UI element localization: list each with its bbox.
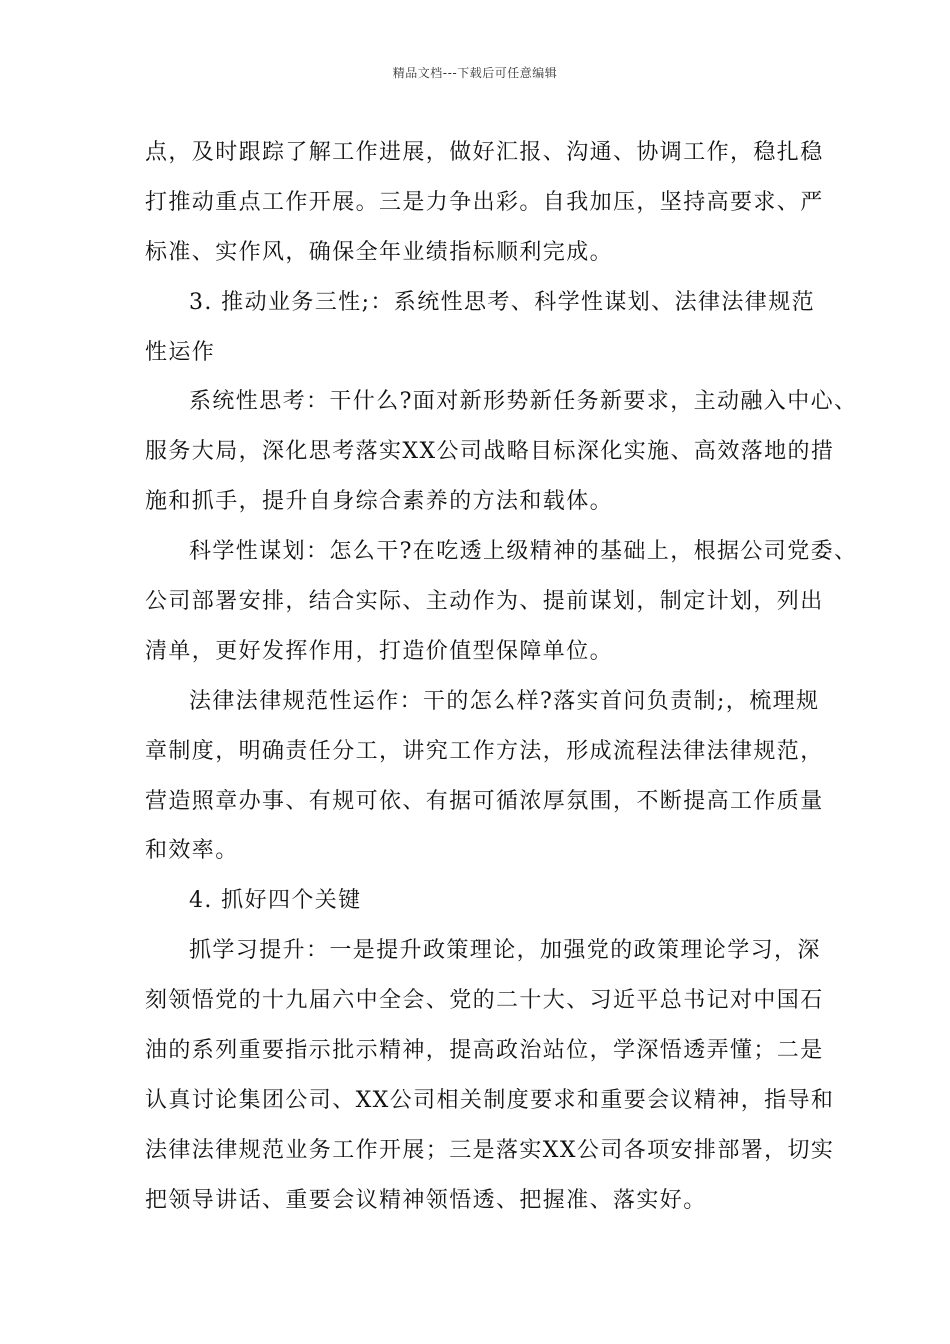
paragraph-start: 系统性思考：干什么?面对新形势新任务新要求，主动融入中心、 xyxy=(189,389,858,415)
section-heading-4: 4. 抓好四个关键 xyxy=(189,888,362,914)
paragraph-start: 抓学习提升：一是提升政策理论，加强党的政策理论学习，深 xyxy=(189,938,821,964)
text-line: 性运作 xyxy=(145,339,216,365)
text-line: 清单，更好发挥作用，打造价值型保障单位。 xyxy=(145,638,614,664)
paragraph-start: 法律法律规范性运作：干的怎么样?落实首问负责制;，梳理规 xyxy=(189,688,820,714)
text-line: 标准、实作风，确保全年业绩指标顺利完成。 xyxy=(145,239,614,265)
text-line: 施和抓手，提升自身综合素养的方法和载体。 xyxy=(145,489,614,515)
text-line: 打推动重点工作开展。三是力争出彩。自我加压，坚持高要求、严 xyxy=(145,189,824,215)
document-body xyxy=(145,128,858,1226)
text-line: 公司部署安排，结合实际、主动作为、提前谋划，制定计划，列出 xyxy=(145,589,824,615)
text-line: 认真讨论集团公司、XX公司相关制度要求和重要会议精神，指导和 xyxy=(145,1087,835,1113)
text-line: 法律法律规范业务工作开展；三是落实XX公司各项安排部署，切实 xyxy=(145,1137,835,1163)
text-line: 和效率。 xyxy=(145,838,239,864)
section-heading-3: 3. 推动业务三性;：系统性思考、科学性谋划、法律法律规范 xyxy=(189,289,815,315)
text-line: 章制度，明确责任分工，讲究工作方法，形成流程法律法律规范， xyxy=(145,738,824,764)
text-line: 点，及时跟踪了解工作进展，做好汇报、沟通、协调工作，稳扎稳 xyxy=(145,140,824,165)
text-line: 服务大局，深化思考落实XX公司战略目标深化实施、高效落地的措 xyxy=(145,439,835,465)
text-line: 刻领悟党的十九届六中全会、党的二十大、习近平总书记对中国石 xyxy=(145,988,824,1014)
paragraph-start: 科学性谋划：怎么干?在吃透上级精神的基础上，根据公司党委、 xyxy=(189,539,858,565)
text-line: 油的系列重要指示批示精神，提高政治站位，学深悟透弄懂；二是 xyxy=(145,1038,824,1064)
text-line: 把领导讲话、重要会议精神领悟透、把握准、落实好。 xyxy=(145,1187,707,1213)
text-line: 营造照章办事、有规可依、有据可循浓厚氛围，不断提高工作质量 xyxy=(145,788,824,814)
page-header: 精品文档---下载后可任意编辑 xyxy=(392,66,558,80)
